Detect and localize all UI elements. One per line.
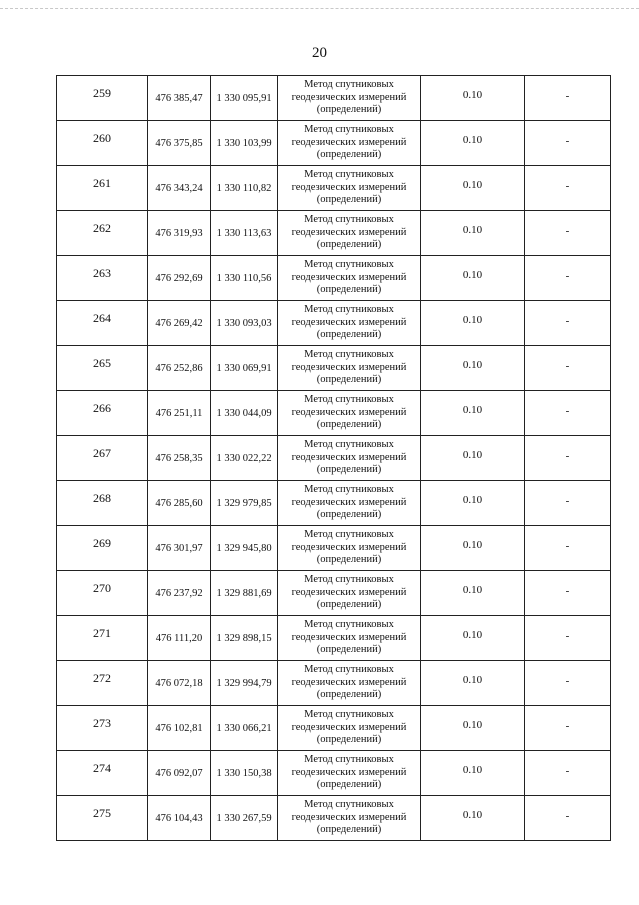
table-row [57,481,611,526]
table-row [57,256,611,301]
description-cell: - [525,571,611,616]
x-coordinate-cell: 476 269,42 [148,301,211,346]
method-line-3: (определений) [316,419,382,431]
description-cell: - [525,76,611,121]
table-row [57,301,611,346]
method-line-1: Метод спутниковых [304,484,394,496]
method-cell [278,211,421,256]
table-row [57,796,611,841]
accuracy-cell: 0.10 [421,121,525,166]
method-line-1: Метод спутниковых [304,529,394,541]
y-coordinate-cell: 1 330 044,09 [211,391,278,436]
method-line-3: (определений) [316,644,382,656]
point-number-cell: 262 [57,211,148,256]
y-coordinate-cell: 1 330 113,63 [211,211,278,256]
method-cell [278,166,421,211]
method-line-1: Метод спутниковых [304,394,394,406]
accuracy-cell: 0.10 [421,796,525,841]
y-coordinate-cell: 1 330 095,91 [211,76,278,121]
method-cell [278,481,421,526]
accuracy-cell: 0.10 [421,436,525,481]
table-row [57,706,611,751]
table-row [57,166,611,211]
description-cell: - [525,346,611,391]
method-cell [278,616,421,661]
accuracy-cell: 0.10 [421,346,525,391]
accuracy-cell: 0.10 [421,616,525,661]
description-cell: - [525,121,611,166]
table-row [57,436,611,481]
table-row [57,211,611,256]
x-coordinate-cell: 476 092,07 [148,751,211,796]
table-row [57,661,611,706]
method-line-3: (определений) [316,464,382,476]
point-number-cell: 274 [57,751,148,796]
method-cell [278,796,421,841]
x-coordinate-cell: 476 252,86 [148,346,211,391]
description-cell: - [525,211,611,256]
y-coordinate-cell: 1 330 069,91 [211,346,278,391]
accuracy-cell: 0.10 [421,661,525,706]
method-cell [278,391,421,436]
method-line-3: (определений) [316,104,382,116]
method-line-1: Метод спутниковых [304,124,394,136]
table-row [57,571,611,616]
method-line-3: (определений) [316,374,382,386]
table-row [57,121,611,166]
y-coordinate-cell: 1 330 110,82 [211,166,278,211]
accuracy-cell: 0.10 [421,211,525,256]
method-line-1: Метод спутниковых [304,754,394,766]
x-coordinate-cell: 476 258,35 [148,436,211,481]
method-line-2: геодезических измерений [291,586,407,598]
coordinates-table-body [57,76,611,841]
description-cell: - [525,436,611,481]
x-coordinate-cell: 476 102,81 [148,706,211,751]
point-number-cell: 260 [57,121,148,166]
method-cell [278,256,421,301]
description-cell: - [525,661,611,706]
description-cell: - [525,706,611,751]
y-coordinate-cell: 1 330 093,03 [211,301,278,346]
description-cell: - [525,391,611,436]
page-top-edge [0,8,639,9]
method-line-3: (определений) [316,284,382,296]
table-row [57,391,611,436]
y-coordinate-cell: 1 330 150,38 [211,751,278,796]
method-line-2: геодезических измерений [291,316,407,328]
description-cell: - [525,481,611,526]
method-line-3: (определений) [316,149,382,161]
method-line-3: (определений) [316,554,382,566]
method-line-2: геодезических измерений [291,361,407,373]
accuracy-cell: 0.10 [421,481,525,526]
x-coordinate-cell: 476 072,18 [148,661,211,706]
method-line-1: Метод спутниковых [304,259,394,271]
y-coordinate-cell: 1 330 066,21 [211,706,278,751]
method-line-3: (определений) [316,509,382,521]
y-coordinate-cell: 1 330 110,56 [211,256,278,301]
method-line-2: геодезических измерений [291,271,407,283]
point-number-cell: 272 [57,661,148,706]
point-number-cell: 263 [57,256,148,301]
method-line-2: геодезических измерений [291,181,407,193]
point-number-cell: 270 [57,571,148,616]
y-coordinate-cell: 1 329 979,85 [211,481,278,526]
method-line-2: геодезических измерений [291,496,407,508]
x-coordinate-cell: 476 111,20 [148,616,211,661]
method-line-1: Метод спутниковых [304,574,394,586]
accuracy-cell: 0.10 [421,526,525,571]
point-number-cell: 264 [57,301,148,346]
method-line-2: геодезических измерений [291,136,407,148]
method-cell [278,571,421,616]
point-number-cell: 261 [57,166,148,211]
table-row [57,526,611,571]
method-line-1: Метод спутниковых [304,709,394,721]
accuracy-cell: 0.10 [421,751,525,796]
method-line-1: Метод спутниковых [304,664,394,676]
point-number-cell: 269 [57,526,148,571]
table-row [57,76,611,121]
x-coordinate-cell: 476 301,97 [148,526,211,571]
x-coordinate-cell: 476 285,60 [148,481,211,526]
y-coordinate-cell: 1 329 994,79 [211,661,278,706]
method-line-1: Метод спутниковых [304,304,394,316]
accuracy-cell: 0.10 [421,76,525,121]
description-cell: - [525,616,611,661]
description-cell: - [525,526,611,571]
method-line-2: геодезических измерений [291,541,407,553]
y-coordinate-cell: 1 330 022,22 [211,436,278,481]
method-line-3: (определений) [316,239,382,251]
point-number-cell: 259 [57,76,148,121]
accuracy-cell: 0.10 [421,571,525,616]
description-cell: - [525,751,611,796]
method-cell [278,121,421,166]
method-line-2: геодезических измерений [291,91,407,103]
description-cell: - [525,166,611,211]
method-cell [278,76,421,121]
table-row [57,616,611,661]
x-coordinate-cell: 476 251,11 [148,391,211,436]
description-cell: - [525,301,611,346]
accuracy-cell: 0.10 [421,391,525,436]
method-line-1: Метод спутниковых [304,349,394,361]
x-coordinate-cell: 476 343,24 [148,166,211,211]
page-number: 20 [312,45,327,61]
method-cell [278,301,421,346]
method-line-2: геодезических измерений [291,676,407,688]
x-coordinate-cell: 476 319,93 [148,211,211,256]
method-line-2: геодезических измерений [291,631,407,643]
accuracy-cell: 0.10 [421,256,525,301]
y-coordinate-cell: 1 330 267,59 [211,796,278,841]
x-coordinate-cell: 476 375,85 [148,121,211,166]
method-line-1: Метод спутниковых [304,169,394,181]
y-coordinate-cell: 1 329 881,69 [211,571,278,616]
point-number-cell: 266 [57,391,148,436]
accuracy-cell: 0.10 [421,301,525,346]
method-line-2: геодезических измерений [291,406,407,418]
x-coordinate-cell: 476 237,92 [148,571,211,616]
method-line-3: (определений) [316,824,382,836]
method-cell [278,706,421,751]
method-line-3: (определений) [316,194,382,206]
method-line-3: (определений) [316,689,382,701]
method-line-1: Метод спутниковых [304,799,394,811]
coordinates-table [56,75,611,841]
point-number-cell: 273 [57,706,148,751]
point-number-cell: 275 [57,796,148,841]
method-line-2: геодезических измерений [291,721,407,733]
method-line-3: (определений) [316,599,382,611]
y-coordinate-cell: 1 329 945,80 [211,526,278,571]
table-row [57,346,611,391]
method-line-2: геодезических измерений [291,226,407,238]
method-line-1: Метод спутниковых [304,439,394,451]
method-cell [278,751,421,796]
method-line-1: Метод спутниковых [304,619,394,631]
method-cell [278,436,421,481]
method-line-2: геодезических измерений [291,766,407,778]
y-coordinate-cell: 1 329 898,15 [211,616,278,661]
method-line-1: Метод спутниковых [304,214,394,226]
method-line-3: (определений) [316,734,382,746]
table-row [57,751,611,796]
method-line-1: Метод спутниковых [304,79,394,91]
method-line-2: геодезических измерений [291,451,407,463]
point-number-cell: 271 [57,616,148,661]
point-number-cell: 267 [57,436,148,481]
method-line-3: (определений) [316,329,382,341]
x-coordinate-cell: 476 292,69 [148,256,211,301]
description-cell: - [525,256,611,301]
point-number-cell: 268 [57,481,148,526]
x-coordinate-cell: 476 385,47 [148,76,211,121]
method-cell [278,661,421,706]
method-cell [278,346,421,391]
accuracy-cell: 0.10 [421,166,525,211]
method-line-2: геодезических измерений [291,811,407,823]
method-cell [278,526,421,571]
method-line-3: (определений) [316,779,382,791]
point-number-cell: 265 [57,346,148,391]
x-coordinate-cell: 476 104,43 [148,796,211,841]
accuracy-cell: 0.10 [421,706,525,751]
description-cell: - [525,796,611,841]
y-coordinate-cell: 1 330 103,99 [211,121,278,166]
